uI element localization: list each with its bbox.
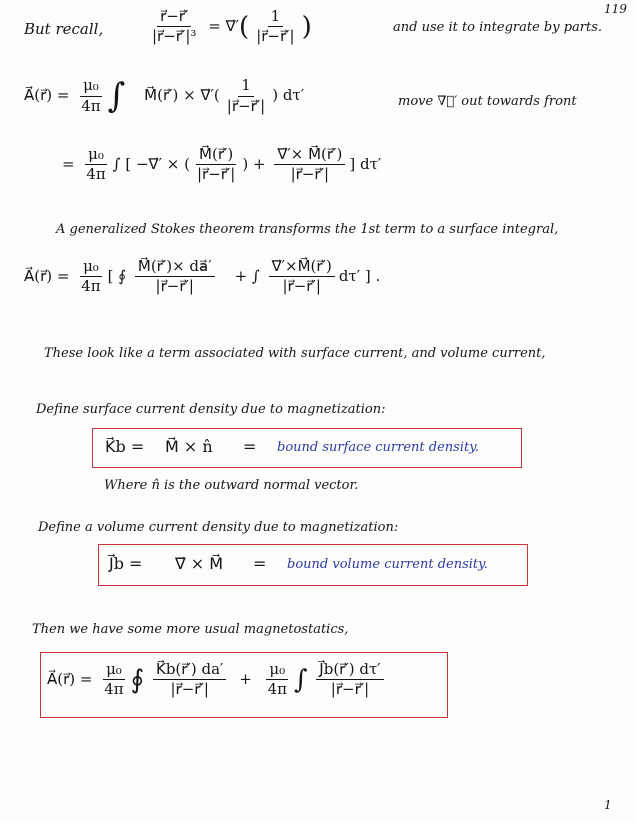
fraction (316, 661, 383, 699)
numerator: μ₀ (103, 661, 125, 680)
integral-sign: ∫ (107, 76, 126, 116)
but-recall-text: But recall, (24, 20, 104, 38)
fraction (149, 8, 199, 46)
page-number-top: 119 (604, 2, 627, 16)
numerator: ∇⃗′×M⃗(r⃗′) (269, 258, 335, 277)
fraction (224, 77, 268, 115)
denominator: |r⃗−r⃗′| (256, 27, 295, 46)
plus-sign: + (239, 669, 252, 688)
numerator: μ₀ (85, 146, 107, 165)
expanded-equation (62, 146, 381, 184)
denominator: |r⃗−r⃗′| (290, 165, 330, 184)
integrand: M⃗(r⃗′) × ∇⃗′( (144, 86, 220, 104)
close-bracket: ] dτ′ (349, 154, 382, 173)
coefficient (78, 77, 103, 115)
stokes-sentence: A generalized Stokes theorem transforms the 1st term to a surface integral, (56, 222, 559, 237)
integrate-comment: and use it to integrate by parts. (393, 20, 603, 35)
denominator: |r⃗−r⃗′| (282, 277, 321, 296)
open-bracket: ∫ [ −∇⃗′ × ( (112, 154, 190, 173)
fraction (269, 258, 335, 296)
denominator: 4π (86, 165, 106, 184)
surface-current-lhs: K⃗b = (105, 437, 145, 456)
vector-potential-equation (24, 76, 304, 116)
final-equation (47, 661, 388, 699)
normal-vector-note: Where n̂ is the outward normal vector. (104, 478, 359, 493)
numerator: M⃗(r⃗′) (196, 146, 236, 165)
surface-integral-equation (24, 258, 380, 296)
paren: ) (301, 11, 312, 42)
numerator: r⃗−r⃗′ (157, 8, 191, 27)
fraction (194, 146, 238, 184)
numerator: μ₀ (266, 661, 288, 680)
numerator: M⃗(r⃗′)× da⃗′ (135, 258, 215, 277)
equals-sign: = (243, 437, 257, 456)
coefficient (101, 661, 126, 699)
recall-equation (145, 8, 312, 46)
numerator: ∇⃗′× M⃗(r⃗′) (274, 146, 345, 165)
volume-current-box (98, 544, 528, 586)
denominator: |r⃗−r⃗′|³ (152, 27, 197, 46)
surface-current-rhs: M⃗ × n̂ (165, 437, 213, 456)
nabla-prime: ∇⃗′ (225, 16, 240, 35)
equals-sign: = (208, 16, 221, 35)
tail: ) dτ′ (272, 86, 305, 104)
currents-sentence: These look like a term associated with surface current, and volume current, (44, 346, 546, 361)
denominator: 4π (81, 96, 101, 115)
numerator: K⃗b(r⃗′) da′ (153, 661, 226, 680)
denominator: 4π (81, 277, 101, 296)
move-nabla-comment: move ∇⃗′ out towards front (398, 94, 577, 109)
define-surface-current: Define surface current density due to magnetization: (36, 402, 386, 417)
close: dτ′ ] . (338, 266, 381, 285)
mid: ) + (242, 154, 266, 173)
surface-current-description: bound surface current density. (277, 440, 479, 455)
lhs: A⃗(r⃗) = (24, 86, 70, 104)
fraction (153, 661, 226, 699)
numerator: J⃗b(r⃗′) dτ′ (316, 661, 383, 680)
volume-current-description: bound volume current density. (287, 557, 488, 572)
numerator: μ₀ (80, 77, 102, 96)
final-result-box (40, 652, 448, 718)
page-number-bottom: 1 (604, 798, 612, 812)
surface-current-box (92, 428, 522, 468)
coefficient (265, 661, 290, 699)
numerator: 1 (238, 77, 254, 96)
denominator: |r⃗−r⃗′| (196, 165, 236, 184)
volume-current-rhs: ∇⃗ × M⃗ (175, 554, 224, 573)
plus-integral: + ∫ (234, 266, 260, 285)
magnetostatics-sentence: Then we have some more usual magnetostatics, (32, 622, 349, 637)
denominator: |r⃗−r⃗′| (226, 96, 266, 115)
contour-integral-sign: ∮ (130, 664, 145, 695)
define-volume-current: Define a volume current density due to magnetization: (38, 520, 399, 535)
equals-sign: = (62, 154, 75, 173)
denominator: |r⃗−r⃗′| (170, 680, 209, 699)
numerator: μ₀ (80, 258, 102, 277)
open: [ ∮ (107, 266, 127, 285)
fraction (253, 8, 297, 46)
fraction (135, 258, 215, 296)
denominator: |r⃗−r⃗′| (155, 277, 194, 296)
denominator: 4π (104, 680, 124, 699)
denominator: 4π (267, 680, 287, 699)
integral-sign: ∫ (293, 664, 308, 695)
equals-sign: = (253, 554, 267, 573)
coefficient (78, 258, 103, 296)
lhs: A⃗(r⃗) = (24, 266, 70, 285)
numerator: 1 (268, 8, 284, 27)
coefficient (83, 146, 108, 184)
fraction (274, 146, 345, 184)
denominator: |r⃗−r⃗′| (330, 680, 370, 699)
paren: ( (239, 11, 250, 42)
volume-current-lhs: J⃗b = (109, 554, 143, 573)
lhs: A⃗(r⃗) = (47, 669, 93, 688)
